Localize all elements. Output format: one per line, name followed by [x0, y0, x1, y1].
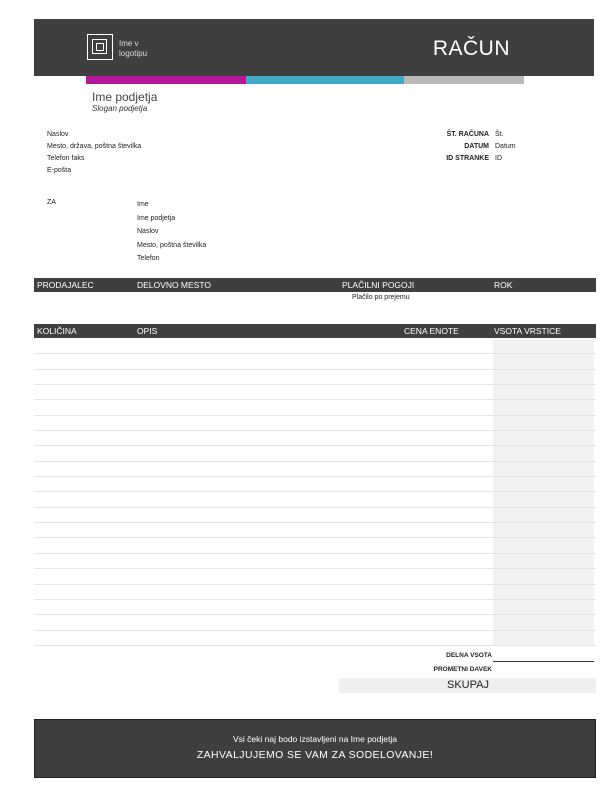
tax-label: PROMETNI DAVEK [433, 666, 492, 673]
bill-to-label: ZA [47, 199, 56, 206]
table-row[interactable] [34, 416, 596, 431]
table-row[interactable] [34, 462, 596, 477]
table-row[interactable] [34, 600, 596, 615]
table-row[interactable] [34, 508, 596, 523]
table-row[interactable] [34, 431, 596, 446]
accent-bar-blue [246, 76, 404, 84]
company-slogan: Slogan podjetja [92, 104, 148, 113]
footer-payable-note: Vsi čeki naj bodo izstavljeni na Ime podjetja [233, 734, 397, 744]
customer-id-label: ID STRANKE [446, 155, 489, 162]
table-row[interactable] [34, 477, 596, 492]
invoice-number-label: ŠT. RAČUNA [446, 131, 489, 138]
col-due-date: ROK [494, 280, 513, 290]
table-row[interactable] [34, 523, 596, 538]
invoice-header [34, 19, 594, 76]
table-row[interactable] [34, 385, 596, 400]
invoice-meta-values [495, 129, 516, 165]
col-job: DELOVNO MESTO [137, 280, 211, 290]
invoice-title: RAČUN [432, 37, 510, 60]
company-name: Ime podjetja [92, 90, 158, 104]
bill-to-line[interactable]: Naslov [137, 228, 159, 235]
col-salesperson: PRODAJALEC [37, 280, 94, 290]
address-line: Telefon faks [47, 155, 85, 162]
grand-total-row [339, 678, 596, 693]
grand-total-label: SKUPAJ [447, 679, 489, 691]
table-row[interactable] [34, 492, 596, 507]
address-line: Mesto, država, poštna številka [47, 143, 142, 150]
logo-text: Ime v logotipu [119, 39, 148, 58]
logo-icon [87, 34, 113, 60]
table-row[interactable] [34, 446, 596, 461]
bill-to-line[interactable]: Ime podjetja [137, 214, 176, 222]
table-row[interactable] [34, 400, 596, 415]
table-row[interactable] [34, 370, 596, 385]
col-line-total: VSOTA VRSTICE [494, 326, 561, 336]
table-row[interactable] [34, 569, 596, 584]
customer-id-value[interactable]: ID [495, 155, 502, 162]
bill-to-line[interactable]: Ime [137, 201, 149, 208]
address-line: E-pošta [47, 167, 72, 174]
col-payment-terms: PLAČILNI POGOJI [342, 280, 415, 290]
accent-bar-grey [404, 76, 524, 84]
payment-terms-value[interactable]: Plačilo po prejemu [352, 294, 410, 301]
date-value[interactable]: Datum [495, 143, 516, 150]
invoice-footer [34, 719, 596, 778]
subtotal-label: DELNA VSOTA [446, 652, 492, 659]
sales-table-header [34, 278, 596, 292]
table-row[interactable] [34, 554, 596, 569]
company-address [47, 129, 141, 177]
bill-to-line[interactable]: Telefon [137, 255, 160, 262]
invoice-meta-labels [446, 129, 489, 165]
invoice-number-value[interactable]: Št. [495, 131, 504, 138]
tax-value[interactable] [493, 663, 594, 677]
table-row[interactable] [34, 339, 596, 354]
table-row[interactable] [34, 354, 596, 369]
col-unit-price: CENA ENOTE [404, 326, 459, 336]
bill-to-line[interactable]: Mesto, poštna številka [137, 241, 207, 249]
table-row[interactable] [34, 631, 596, 646]
footer-thank-you: ZAHVALJUJEMO SE VAM ZA SODELOVANJE! [196, 749, 434, 761]
items-table-body [34, 339, 596, 646]
address-line: Naslov [47, 131, 69, 138]
date-label: DATUM [464, 143, 489, 150]
col-quantity: KOLIČINA [37, 326, 77, 336]
col-description: OPIS [137, 326, 158, 336]
accent-bar-magenta [86, 76, 246, 84]
bill-to-block [137, 198, 206, 266]
items-table-header [34, 324, 596, 338]
table-row[interactable] [34, 538, 596, 553]
subtotal-value[interactable] [493, 648, 594, 662]
table-row[interactable] [34, 585, 596, 600]
table-row[interactable] [34, 615, 596, 630]
